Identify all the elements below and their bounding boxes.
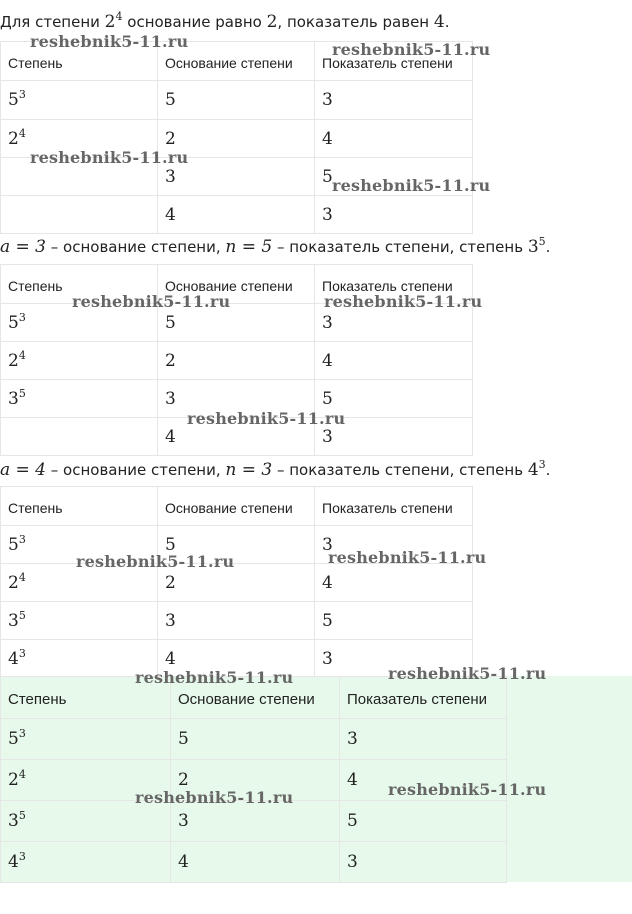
header-base: Основание степени: [158, 487, 315, 526]
base-cell: 2: [171, 760, 340, 801]
degree-cell: [1, 842, 171, 883]
base-cell: 5: [171, 719, 340, 760]
base-cell: 4: [158, 196, 315, 234]
degree-base: 2: [8, 770, 19, 790]
degree-exponent: 5: [18, 386, 26, 400]
exponent-cell: 4: [315, 564, 473, 602]
n-label: n = 3: [225, 460, 273, 480]
watermark: reshebnik5-11.ru: [388, 780, 547, 799]
watermark: reshebnik5-11.ru: [30, 148, 189, 167]
degree-cell: [1, 380, 158, 418]
intro-part2: основание равно: [122, 13, 267, 31]
base-cell: 2: [158, 120, 315, 158]
degree-cell: [1, 418, 158, 456]
line-2-text: a = 3 – основание степени, n = 5 – показатель степени, степень $3^5$.: [0, 235, 551, 257]
degree-base: 5: [8, 534, 19, 555]
exponent-cell: 3: [315, 526, 473, 564]
exponent-cell: 5: [315, 158, 473, 196]
exponent-cell: 4: [315, 342, 473, 380]
base-cell: 3: [158, 602, 315, 640]
exponent-cell: 3: [315, 81, 473, 120]
base-cell: 5: [158, 526, 315, 564]
table-row: [1, 842, 507, 883]
exponent-cell: 3: [315, 304, 473, 342]
degree-cell: [1, 602, 158, 640]
degree-table-3: [0, 486, 473, 678]
degree-base: 5: [8, 729, 19, 749]
degree-exponent: 3: [18, 646, 26, 660]
exponent-cell: 3: [315, 418, 473, 456]
degree-base: 4: [8, 852, 19, 872]
degree-base: 3: [8, 388, 19, 409]
watermark: reshebnik5-11.ru: [76, 552, 235, 571]
base-cell: 4: [158, 418, 315, 456]
watermark: reshebnik5-11.ru: [187, 409, 346, 428]
a-label: a = 3: [0, 237, 47, 257]
table-row: [1, 602, 473, 640]
degree-cell: [1, 719, 171, 760]
degree-base: 2: [8, 128, 19, 149]
degree-exponent: 3: [18, 88, 26, 101]
degree-exponent: 3: [18, 727, 26, 740]
watermark: reshebnik5-11.ru: [135, 788, 294, 807]
table-row: [1, 196, 473, 234]
exponent-cell: 4: [340, 760, 507, 801]
degree-exponent: 4: [18, 570, 26, 584]
watermark: reshebnik5-11.ru: [388, 664, 547, 683]
base-cell: 3: [171, 801, 340, 842]
header-base: Основание степени: [158, 42, 315, 81]
table-header-row: [1, 487, 473, 526]
watermark: reshebnik5-11.ru: [72, 292, 231, 311]
n-label: n = 5: [225, 237, 273, 257]
base-cell: 5: [158, 304, 315, 342]
exponent-cell: 3: [340, 842, 507, 883]
base-cell: 2: [158, 564, 315, 602]
degree-base: 4: [8, 648, 19, 669]
base-cell: 3: [158, 380, 315, 418]
degree-exponent: 3: [18, 310, 26, 324]
watermark: reshebnik5-11.ru: [328, 548, 487, 567]
exponent-cell: 3: [315, 640, 473, 678]
degree-cell: [1, 196, 158, 234]
degree-exponent: 3: [18, 850, 26, 863]
degree-exponent: 4: [18, 126, 26, 140]
exponent-cell: 5: [315, 602, 473, 640]
exponent-cell: 3: [340, 719, 507, 760]
watermark: reshebnik5-11.ru: [332, 40, 491, 59]
intro-power: $2^4$: [104, 10, 123, 32]
table-row: [1, 564, 473, 602]
exponent-cell: 5: [340, 801, 507, 842]
intro-exp-value: 4: [433, 12, 445, 32]
table-row: [1, 81, 473, 120]
base-cell: 4: [158, 640, 315, 678]
intro-part1: Для степени: [0, 13, 105, 31]
base-cell: 2: [158, 342, 315, 380]
degree-base: 3: [8, 811, 19, 831]
header-exponent: Показатель степени: [315, 487, 473, 526]
degree-table-1: [0, 41, 473, 234]
degree-exponent: 4: [18, 348, 26, 362]
header-exponent: Показатель степени: [340, 677, 507, 719]
degree-exponent: 5: [18, 809, 26, 822]
intro-part3: , показатель равен: [277, 13, 434, 31]
exponent-cell: 4: [315, 120, 473, 158]
degree-base: 5: [8, 312, 19, 333]
degree-cell: [1, 81, 158, 120]
degree-exponent: 3: [18, 532, 26, 546]
a-label: a = 4: [0, 460, 47, 480]
degree-base: 3: [8, 610, 19, 631]
line-3-text: a = 4 – основание степени, n = 3 – показатель степени, степень $4^3$.: [0, 458, 551, 480]
degree-cell: [1, 640, 158, 678]
degree-exponent: 5: [18, 608, 26, 622]
base-cell: 3: [158, 158, 315, 196]
degree-exponent: 4: [18, 768, 26, 781]
degree-base: 5: [8, 90, 19, 110]
base-cell: 4: [171, 842, 340, 883]
intro-base-value: 2: [266, 12, 278, 32]
watermark: reshebnik5-11.ru: [135, 668, 294, 687]
header-base: Основание степени: [171, 677, 340, 719]
header-degree: Степень: [1, 487, 158, 526]
exponent-cell: 5: [315, 380, 473, 418]
line-3-power: $4^3$: [527, 458, 546, 480]
header-base: Основание степени: [158, 265, 315, 304]
header-degree: Степень: [1, 265, 158, 304]
table-row: [1, 719, 507, 760]
degree-base: 2: [8, 572, 19, 593]
degree-base: 2: [8, 350, 19, 371]
header-exponent: Показатель степени: [315, 265, 473, 304]
base-cell: 5: [158, 81, 315, 120]
degree-cell: [1, 342, 158, 380]
intro-text: Для степени $2^4$ основание равно 2, показатель равен 4.: [0, 10, 450, 32]
exponent-cell: 3: [315, 196, 473, 234]
table-row: [1, 342, 473, 380]
header-exponent: Показатель степени: [315, 42, 473, 81]
header-degree: Степень: [1, 677, 171, 719]
watermark: reshebnik5-11.ru: [30, 32, 189, 51]
header-degree: Степень: [1, 42, 158, 81]
line-2-power: $3^5$: [527, 235, 546, 257]
watermark: reshebnik5-11.ru: [332, 176, 491, 195]
watermark: reshebnik5-11.ru: [324, 292, 483, 311]
